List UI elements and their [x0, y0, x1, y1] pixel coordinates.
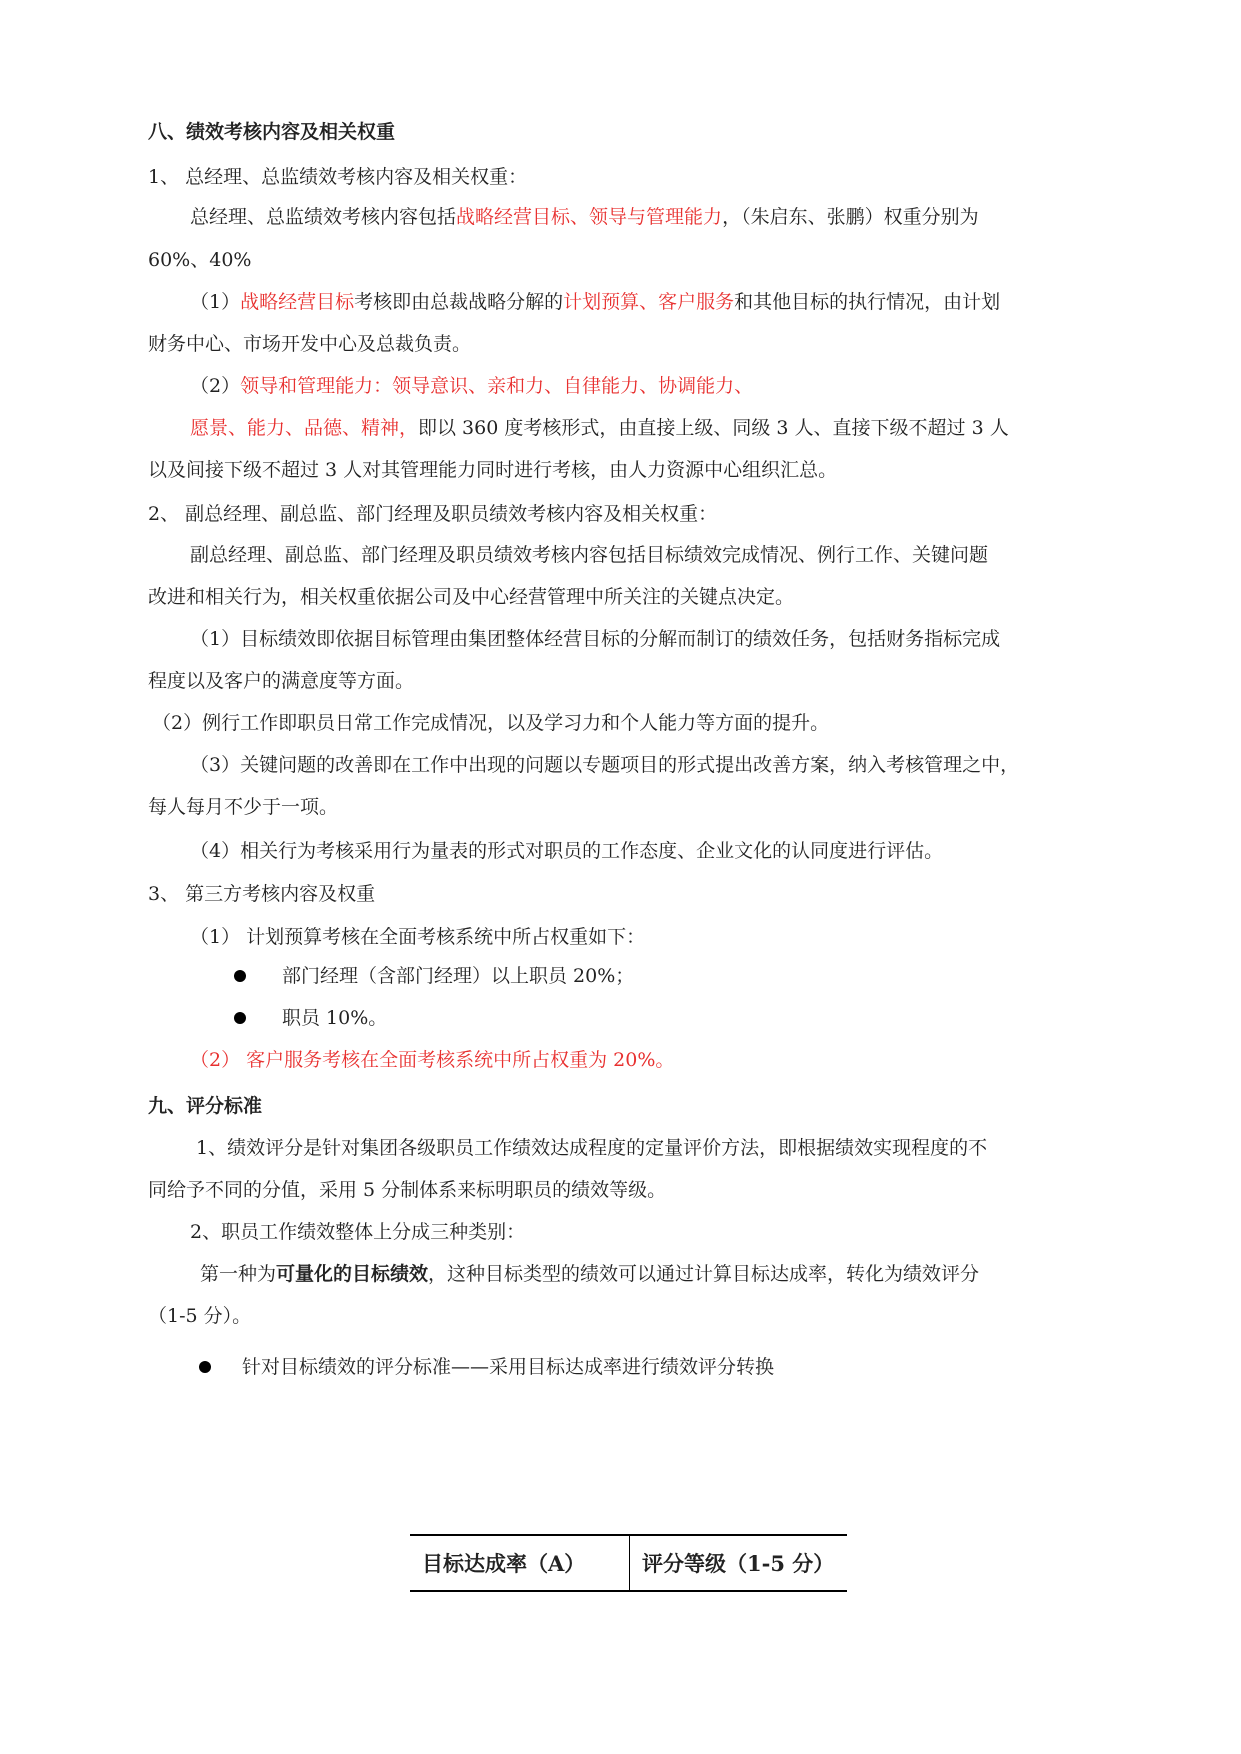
section-2-item-1-cont: 程度以及客户的满意度等方面。 [148, 670, 415, 692]
section-2-paragraph-1-cont: 改进和相关行为，相关权重依据公司及中心经营管理中所关注的关键点决定。 [148, 586, 795, 608]
text-run: 和其他目标的执行情况，由计划 [734, 291, 1001, 313]
section-9-paragraph-2: 2、职员工作绩效整体上分成三种类别： [190, 1221, 526, 1243]
section-1-title: 1、 总经理、总监绩效考核内容及相关权重： [148, 166, 528, 188]
section-3-item-2: （2） 客户服务考核在全面考核系统中所占权重为 20%。 [190, 1049, 675, 1071]
section-1-item-1-cont: 财务中心、市场开发中心及总裁负责。 [148, 333, 472, 355]
highlight-text: 战略经营目标 [240, 291, 355, 313]
text-run: 总经理、总监绩效考核内容包括 [190, 206, 457, 228]
section-2-item-3: （3）关键问题的改善即在工作中出现的问题以专题项目的形式提出改善方案，纳入考核管理之中， [190, 754, 1020, 776]
section-9-bullet: 针对目标绩效的评分标准——采用目标达成率进行绩效评分转换 [242, 1356, 775, 1378]
section-1-paragraph-1-cont: 60%、40% [148, 249, 252, 271]
bullet-icon [199, 1361, 211, 1373]
bold-text: 可量化的目标绩效 [276, 1263, 429, 1285]
section-1-item-2-cont [190, 416, 1009, 440]
section-3-bullet-1: 部门经理（含部门经理）以上职员 20%； [282, 965, 635, 987]
highlight-text: 、 [570, 206, 590, 228]
section-2-title: 2、 副总经理、副总监、部门经理及职员绩效考核内容及相关权重： [148, 503, 718, 525]
table-header-cell: 目标达成率（A） [410, 1535, 630, 1591]
section-9-paragraph-3-cont: （1-5 分）。 [148, 1305, 252, 1327]
section-1-item-2 [190, 374, 753, 398]
text-run: 第一种为 [200, 1263, 277, 1285]
section-2-item-1: （1）目标绩效即依据目标管理由集团整体经营目标的分解而制订的绩效任务，包括财务指标完成 [190, 628, 1001, 650]
bullet-icon [234, 970, 246, 982]
section-1-item-2-cont2: 以及间接下级不超过 3 人对其管理能力同时进行考核，由人力资源中心组织汇总。 [148, 459, 838, 481]
section-3-item-1: （1） 计划预算考核在全面考核系统中所占权重如下： [190, 926, 646, 948]
section-2-paragraph-1: 副总经理、副总监、部门经理及职员绩效考核内容包括目标绩效完成情况、例行工作、关键问题 [190, 544, 989, 566]
score-table [410, 1534, 847, 1592]
highlight-text: 领导和管理能力：领导意识、亲和力、自律能力、协调能力、 [240, 375, 754, 397]
highlight-text: 战略经营目标 [456, 206, 571, 228]
text-run: 即以 360 度考核形式，由直接上级、同级 3 人、直接下级不超过 3 人 [418, 417, 1009, 439]
section-1-paragraph-1 [190, 205, 979, 229]
section-3-title: 3、 第三方考核内容及权重 [148, 883, 376, 905]
highlight-text: 领导与管理能力 [589, 206, 723, 228]
section-2-item-2: （2）例行工作即职员日常工作完成情况，以及学习力和个人能力等方面的提升。 [152, 712, 830, 734]
section-9-paragraph-3 [200, 1262, 979, 1286]
highlight-text: 计划预算、客户服务 [563, 291, 735, 313]
section-2-item-3-cont: 每人每月不少于一项。 [148, 796, 339, 818]
bullet-icon [234, 1012, 246, 1024]
text-run: ，这种目标类型的绩效可以通过计算目标达成率，转化为绩效评分 [428, 1263, 980, 1285]
section-9-paragraph-1: 1、绩效评分是针对集团各级职员工作绩效达成程度的定量评价方法，即根据绩效实现程度的不 [196, 1137, 988, 1159]
highlight-text: 愿景、能力、品德、精神， [190, 417, 419, 439]
section-2-item-4: （4）相关行为考核采用行为量表的形式对职员的工作态度、企业文化的认同度进行评估。 [190, 840, 944, 862]
text-run: ，（朱启东、张鹏）权重分别为 [722, 206, 979, 228]
text-run: 考核即由总裁战略分解的 [354, 291, 564, 313]
section-heading-8: 八、绩效考核内容及相关权重 [148, 121, 396, 143]
section-9-paragraph-1-cont: 同给予不同的分值，采用 5 分制体系来标明职员的绩效等级。 [148, 1179, 667, 1201]
table-header-cell: 评分等级（1-5 分） [642, 1551, 835, 1576]
text-run: （1） [190, 291, 241, 313]
section-3-bullet-2: 职员 10%。 [282, 1007, 388, 1029]
table-row [410, 1535, 847, 1591]
text-run: （2） [190, 375, 241, 397]
section-1-item-1 [190, 290, 1000, 314]
section-heading-9: 九、评分标准 [148, 1095, 263, 1117]
